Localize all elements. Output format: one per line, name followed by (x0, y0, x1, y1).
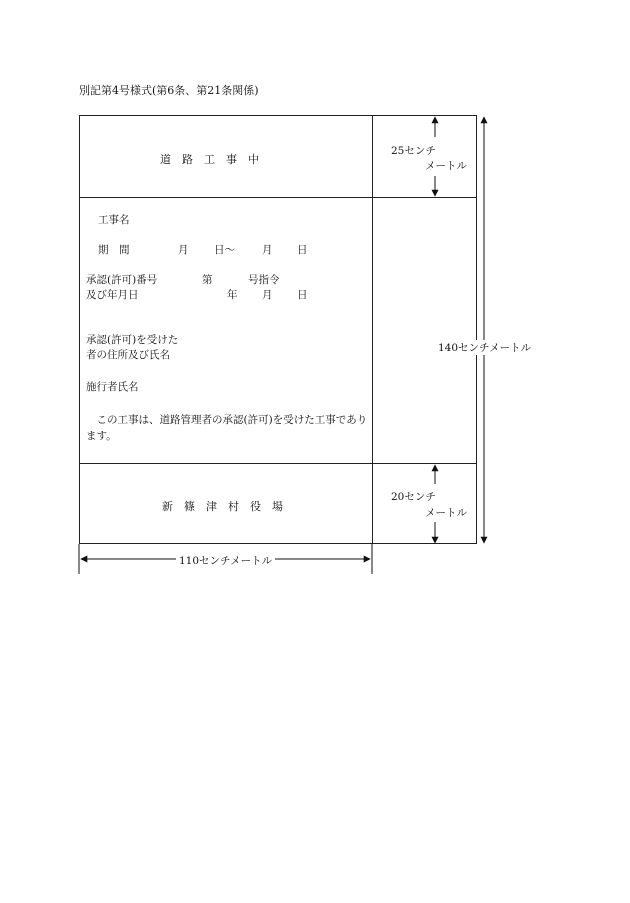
period-day-1: 日〜 (214, 244, 235, 256)
recipient-label-line-2: 者の住所及び氏名 (86, 349, 170, 361)
approval-day: 日 (297, 289, 308, 301)
period-month-2: 月 (262, 244, 273, 256)
approval-date-label: 及び年月日 (86, 289, 139, 301)
period-day-2: 日 (297, 244, 308, 256)
construction-name-label: 工事名 (98, 214, 130, 226)
top-height-label-line-2: メートル (425, 160, 467, 172)
top-title: 道 路 工 事 中 (160, 153, 259, 166)
recipient-label-line-1: 承認(許可)を受けた (86, 334, 179, 346)
top-height-label-line-1: 25センチ (391, 145, 436, 157)
width-label: 110センチメートル (176, 553, 275, 568)
period-month-1: 月 (178, 244, 189, 256)
approval-year: 年 (227, 289, 238, 301)
approval-notice: この工事は、道路管理者の承認(許可)を受けた工事であります。 (86, 414, 368, 442)
bottom-height-label-line-1: 20センチ (391, 491, 436, 503)
contractor-label: 施行者氏名 (86, 381, 139, 393)
period-label: 期 間 (98, 244, 130, 256)
approval-dai: 第 (202, 274, 213, 286)
form-heading: 別記第4号様式(第6条、第21条関係) (79, 84, 259, 97)
approval-month: 月 (262, 289, 273, 301)
total-height-label: 140センチメートル (438, 342, 532, 354)
approval-number-label: 承認(許可)番号 (86, 274, 158, 286)
approval-gou: 号指令 (248, 274, 280, 286)
bottom-height-label-line-2: メートル (425, 507, 467, 519)
bottom-title: 新 篠 津 村 役 場 (162, 500, 283, 513)
